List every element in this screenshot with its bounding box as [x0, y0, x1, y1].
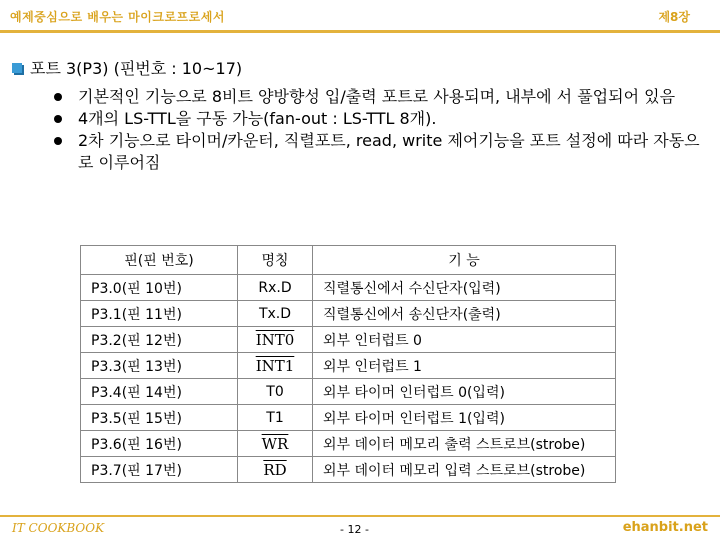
- function-cell: 외부 인터럽트 0: [313, 327, 616, 353]
- signal-name-cell: [238, 353, 313, 379]
- pin-cell: P3.0(핀 10번): [81, 275, 238, 301]
- chapter-label: 제8장: [658, 10, 690, 24]
- pin-cell: P3.4(핀 14번): [81, 379, 238, 405]
- bullet-dot-icon: [54, 137, 62, 145]
- list-item: [52, 108, 702, 130]
- footer-series: IT COOKBOOK: [12, 521, 105, 535]
- table-row: [81, 431, 616, 457]
- pin-cell: P3.1(핀 11번): [81, 301, 238, 327]
- signal-name-cell: [238, 301, 313, 327]
- pin-table: [80, 245, 616, 483]
- table-row: [81, 301, 616, 327]
- function-cell: 외부 타이머 인터럽트 1(입력): [313, 405, 616, 431]
- function-cell: 외부 타이머 인터럽트 0(입력): [313, 379, 616, 405]
- bullet-dot-icon: [54, 93, 62, 101]
- pin-cell: P3.5(핀 15번): [81, 405, 238, 431]
- signal-name-cell: [238, 327, 313, 353]
- pin-cell: P3.2(핀 12번): [81, 327, 238, 353]
- table-row: [81, 457, 616, 483]
- table-header-row: [81, 246, 616, 275]
- signal-name-cell: [238, 379, 313, 405]
- signal-name: T1: [266, 409, 284, 426]
- section-title: 포트 3(P3) (핀번호 : 10~17): [30, 59, 243, 78]
- footer-site: ehanbit.net: [622, 520, 708, 535]
- function-cell: 외부 데이터 메모리 출력 스트로브(strobe): [313, 431, 616, 457]
- function-cell: 외부 인터럽트 1: [313, 353, 616, 379]
- col-header-pin: 핀(핀 번호): [81, 246, 238, 275]
- bullet-text: 2차 기능으로 타이머/카운터, 직렬포트, read, write 제어기능을 포트 설정에 따라 자동으로 이루어짐: [78, 131, 700, 172]
- signal-name: $\overline{RD}$: [263, 460, 287, 479]
- list-item: [52, 130, 702, 174]
- col-header-name: 명칭: [238, 246, 313, 275]
- list-item: [52, 86, 702, 108]
- signal-name: INT1: [255, 356, 295, 375]
- table-row: [81, 379, 616, 405]
- signal-name: Rx.D: [258, 279, 292, 296]
- bullet-text: 4개의 LS-TTL을 구동 가능(fan-out : LS-TTL 8개).: [78, 109, 437, 128]
- function-cell: 외부 데이터 메모리 입력 스트로브(strobe): [313, 457, 616, 483]
- table-row: [81, 327, 616, 353]
- bullet-dot-icon: [54, 115, 62, 123]
- page-number: - 12 -: [340, 523, 369, 536]
- book-title: 예제중심으로 배우는 마이크로프로세서: [10, 10, 225, 24]
- pin-cell: P3.6(핀 16번): [81, 431, 238, 457]
- footer-rule: [0, 515, 720, 517]
- table-row: [81, 275, 616, 301]
- signal-name-cell: [238, 457, 313, 483]
- table-row: [81, 405, 616, 431]
- bullet-list: [52, 86, 702, 174]
- signal-name: INT0: [255, 330, 295, 349]
- bullet-text: 기본적인 기능으로 8비트 양방향성 입/출력 포트로 사용되며, 내부에 서 풀업되어 있음: [78, 87, 676, 106]
- function-cell: 직렬통신에서 송신단자(출력): [313, 301, 616, 327]
- checkbox-bullet-icon: [12, 63, 22, 73]
- header-rule: [0, 30, 720, 33]
- signal-name-cell: [238, 275, 313, 301]
- signal-name: Tx.D: [258, 305, 292, 322]
- pin-cell: P3.7(핀 17번): [81, 457, 238, 483]
- signal-name: $\overline{WR}$: [261, 434, 289, 453]
- table-row: [81, 353, 616, 379]
- signal-name-cell: [238, 405, 313, 431]
- signal-name: T0: [266, 383, 284, 400]
- signal-name-cell: [238, 431, 313, 457]
- pin-cell: P3.3(핀 13번): [81, 353, 238, 379]
- function-cell: 직렬통신에서 수신단자(입력): [313, 275, 616, 301]
- col-header-function: 기 능: [313, 246, 616, 275]
- section-heading: [12, 56, 242, 79]
